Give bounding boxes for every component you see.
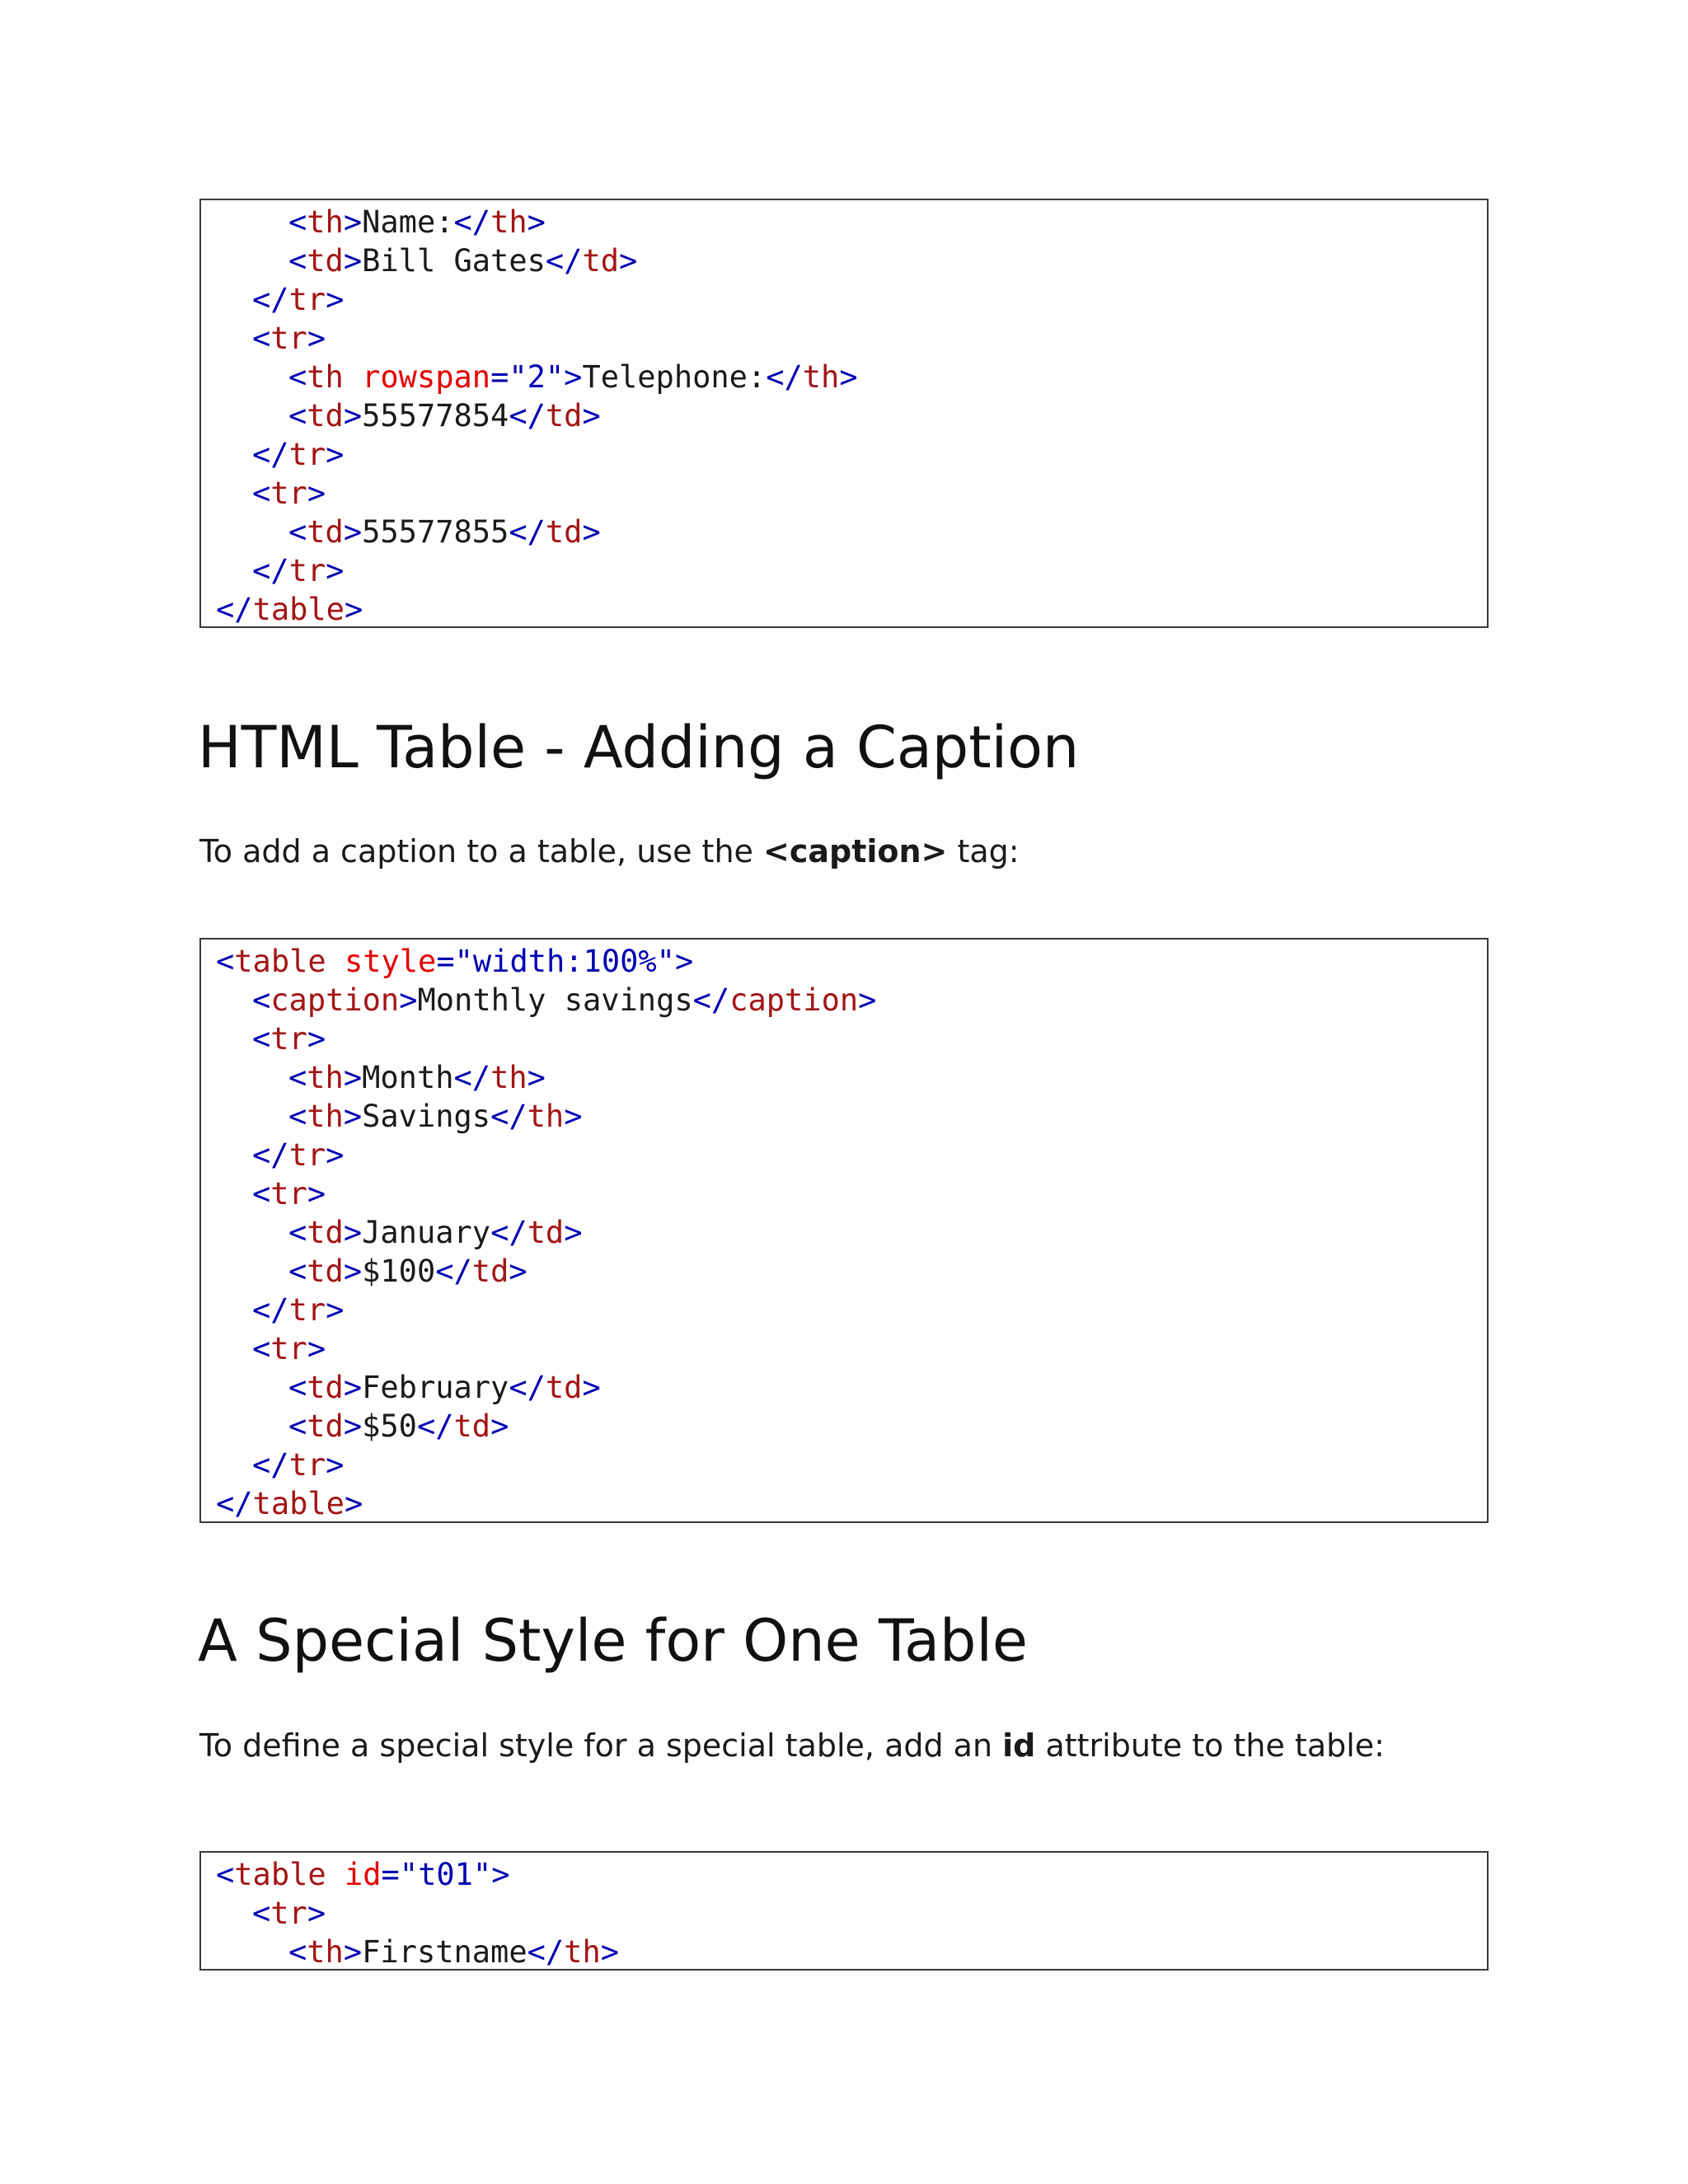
code-bracket: > [343, 243, 363, 279]
code-line [216, 474, 1487, 513]
code-bracket: > [490, 1408, 509, 1444]
code-line [216, 280, 1487, 319]
code-tag-name: th [527, 1099, 565, 1134]
code-bracket: > [619, 243, 638, 279]
code-bracket: </ [509, 1370, 546, 1405]
code-bracket: = [490, 359, 509, 395]
code-tag-name: th [307, 204, 344, 240]
code-bracket: > [343, 1099, 363, 1134]
code-tag-name: td [453, 1408, 491, 1444]
code-line [216, 319, 1487, 358]
code-text [326, 1857, 345, 1892]
code-bracket: > [343, 1934, 363, 1970]
code-bracket: </ [435, 1254, 472, 1289]
code-line [216, 1291, 1487, 1329]
code-bracket: > [343, 1215, 363, 1250]
code-line [216, 1446, 1487, 1484]
code-bracket: > [326, 1447, 345, 1483]
code-bracket: </ [453, 1060, 491, 1095]
code-bracket: > [343, 1370, 363, 1405]
code-bracket: > [839, 359, 858, 395]
code-bracket: > [527, 204, 546, 240]
code-line [216, 435, 1487, 474]
code-attribute: rowspan [362, 359, 491, 395]
code-bracket: </ [252, 1137, 289, 1173]
code-line [216, 1019, 1487, 1058]
code-bracket: > [326, 1137, 345, 1173]
code-bracket: > [343, 1408, 363, 1444]
code-bracket: < [252, 1176, 271, 1212]
code-bracket: > [344, 1486, 363, 1521]
code-block-table-rows [199, 199, 1489, 628]
code-line [216, 942, 1487, 981]
code-bracket: < [252, 1331, 271, 1366]
code-bracket: > [344, 592, 363, 627]
code-bracket: < [216, 1857, 235, 1892]
intro-text: To define a special style for a special table, add an [199, 1727, 1003, 1764]
code-text: Name: [362, 204, 454, 240]
section-intro-caption [199, 831, 1020, 872]
code-bracket: < [216, 944, 235, 979]
code-line [216, 1174, 1487, 1213]
intro-attr-bold: id [1002, 1727, 1036, 1764]
code-bracket: </ [453, 204, 491, 240]
code-bracket: > [527, 1060, 546, 1095]
code-bracket: < [288, 1215, 307, 1250]
code-text: Month [362, 1060, 454, 1095]
code-line [216, 241, 1487, 280]
code-bracket: < [288, 359, 307, 395]
code-text: February [362, 1370, 509, 1405]
code-tag-name: th [490, 204, 528, 240]
code-line [216, 1933, 1487, 1971]
code-bracket: > [343, 514, 363, 550]
code-bracket: > [343, 1254, 363, 1289]
code-line [216, 358, 1487, 396]
code-tag-name: td [545, 514, 583, 550]
code-text: Telephone: [582, 359, 767, 395]
code-tag-name: th [802, 359, 840, 395]
code-bracket: </ [216, 1486, 253, 1521]
code-bracket: > [326, 437, 345, 472]
code-bracket: < [288, 1934, 307, 1970]
code-tag-name: table [252, 1486, 345, 1521]
code-bracket: > [307, 476, 326, 511]
code-tag-name: th [490, 1060, 528, 1095]
code-tag-name: tr [270, 1176, 307, 1212]
code-line [216, 1894, 1487, 1933]
code-bracket: < [288, 1060, 307, 1095]
code-text [344, 359, 362, 395]
code-bracket: = [436, 944, 455, 979]
intro-text: To add a caption to a table, use the [199, 833, 763, 869]
code-attribute: style [344, 944, 437, 979]
code-bracket: > [326, 282, 345, 317]
code-tag-name: td [545, 1370, 583, 1405]
code-bracket: > [509, 1254, 528, 1289]
code-bracket: < [288, 204, 307, 240]
section-heading-special-style: A Special Style for One Table [198, 1607, 1028, 1675]
code-text: 55577854 [362, 398, 509, 434]
code-bracket: </ [252, 437, 289, 472]
code-tag-name: caption [270, 982, 400, 1018]
code-text: $100 [362, 1254, 436, 1289]
code-line [216, 513, 1487, 551]
code-text: Savings [362, 1099, 491, 1134]
code-text: $50 [362, 1408, 417, 1444]
code-bracket: = [381, 1857, 400, 1892]
code-tag-name: td [307, 243, 344, 279]
code-text: Firstname [362, 1934, 528, 1970]
code-bracket: </ [509, 514, 546, 550]
code-tag-name: td [582, 243, 620, 279]
code-attribute-value: "width:100%" [454, 944, 675, 979]
code-bracket: </ [252, 1292, 289, 1328]
code-bracket: > [326, 1292, 345, 1328]
code-line [216, 981, 1487, 1019]
code-bracket: < [252, 1021, 271, 1057]
code-line [216, 1329, 1487, 1368]
code-bracket: </ [252, 1447, 289, 1483]
code-bracket: > [582, 514, 601, 550]
code-tag-name: tr [288, 1137, 326, 1173]
code-bracket: </ [252, 282, 289, 317]
code-bracket: > [343, 398, 363, 434]
code-line [216, 1407, 1487, 1446]
code-bracket: </ [216, 592, 253, 627]
code-bracket: > [307, 1896, 326, 1931]
code-line [216, 1213, 1487, 1252]
code-tag-name: tr [270, 1331, 307, 1366]
code-tag-name: td [307, 514, 344, 550]
code-tag-name: tr [288, 553, 326, 588]
code-attribute: id [344, 1857, 382, 1892]
code-bracket: < [288, 1254, 307, 1289]
code-bracket: > [564, 359, 583, 395]
code-bracket: < [252, 982, 271, 1018]
code-tag-name: td [307, 398, 344, 434]
code-tag-name: tr [288, 437, 326, 472]
code-bracket: </ [490, 1215, 528, 1250]
code-tag-name: td [545, 398, 583, 434]
code-tag-name: tr [288, 282, 326, 317]
intro-tag-bold: <caption> [763, 833, 948, 869]
code-line [216, 1136, 1487, 1174]
code-block-caption-example [199, 938, 1489, 1523]
code-bracket: > [307, 1331, 326, 1366]
code-bracket: < [288, 243, 307, 279]
code-text: Bill Gates [362, 243, 546, 279]
code-line [216, 1058, 1487, 1097]
code-bracket: > [307, 1021, 326, 1057]
code-tag-name: th [564, 1934, 601, 1970]
code-tag-name: tr [288, 1447, 326, 1483]
code-bracket: < [288, 1099, 307, 1134]
code-bracket: > [674, 944, 694, 979]
code-tag-name: tr [270, 476, 307, 511]
code-tag-name: th [307, 359, 344, 395]
code-bracket: > [326, 553, 345, 588]
code-bracket: < [252, 476, 271, 511]
intro-text-end: attribute to the table: [1035, 1727, 1385, 1764]
intro-text-end: tag: [947, 833, 1020, 869]
code-line [216, 1097, 1487, 1136]
code-bracket: > [307, 321, 326, 356]
code-line [216, 1484, 1487, 1523]
code-bracket: > [343, 204, 363, 240]
code-attribute-value: "t01" [399, 1857, 492, 1892]
code-bracket: </ [490, 1099, 528, 1134]
code-bracket: < [288, 514, 307, 550]
code-bracket: < [252, 321, 271, 356]
code-bracket: < [288, 398, 307, 434]
code-bracket: > [582, 1370, 601, 1405]
code-tag-name: tr [270, 1021, 307, 1057]
code-tag-name: td [307, 1370, 344, 1405]
code-bracket: </ [692, 982, 730, 1018]
code-tag-name: td [471, 1254, 509, 1289]
code-attribute-value: "2" [509, 359, 565, 395]
code-bracket: > [858, 982, 877, 1018]
code-bracket: > [491, 1857, 510, 1892]
code-text [326, 944, 345, 979]
code-bracket: </ [545, 243, 583, 279]
code-tag-name: table [234, 944, 326, 979]
code-line [216, 1252, 1487, 1291]
code-tag-name: caption [729, 982, 859, 1018]
code-bracket: > [307, 1176, 326, 1212]
code-tag-name: td [527, 1215, 565, 1250]
code-tag-name: th [307, 1099, 344, 1134]
code-line [216, 396, 1487, 435]
code-tag-name: tr [288, 1292, 326, 1328]
code-bracket: </ [527, 1934, 565, 1970]
code-bracket: > [600, 1934, 620, 1970]
code-tag-name: table [234, 1857, 326, 1892]
code-line [216, 203, 1487, 241]
code-bracket: </ [766, 359, 803, 395]
code-tag-name: tr [270, 1896, 307, 1931]
code-bracket: < [252, 1896, 271, 1931]
code-tag-name: td [307, 1408, 344, 1444]
code-text: Monthly savings [417, 982, 693, 1018]
code-tag-name: th [307, 1934, 344, 1970]
code-bracket: < [288, 1408, 307, 1444]
code-tag-name: th [307, 1060, 344, 1095]
code-tag-name: td [307, 1215, 344, 1250]
code-bracket: </ [252, 553, 289, 588]
section-heading-caption: HTML Table - Adding a Caption [198, 714, 1080, 781]
code-bracket: > [582, 398, 601, 434]
code-block-id-example [199, 1851, 1489, 1971]
code-bracket: < [288, 1370, 307, 1405]
code-bracket: > [343, 1060, 363, 1095]
code-tag-name: td [307, 1254, 344, 1289]
code-bracket: > [564, 1215, 583, 1250]
code-text: January [362, 1215, 491, 1250]
code-bracket: </ [416, 1408, 454, 1444]
code-line [216, 1855, 1487, 1894]
code-line [216, 1368, 1487, 1407]
code-line [216, 590, 1487, 628]
code-bracket: > [399, 982, 418, 1018]
section-intro-special-style [199, 1725, 1385, 1766]
code-tag-name: table [252, 592, 345, 627]
code-tag-name: tr [270, 321, 307, 356]
code-text: 55577855 [362, 514, 509, 550]
code-bracket: </ [509, 398, 546, 434]
code-line [216, 551, 1487, 590]
code-bracket: > [564, 1099, 583, 1134]
